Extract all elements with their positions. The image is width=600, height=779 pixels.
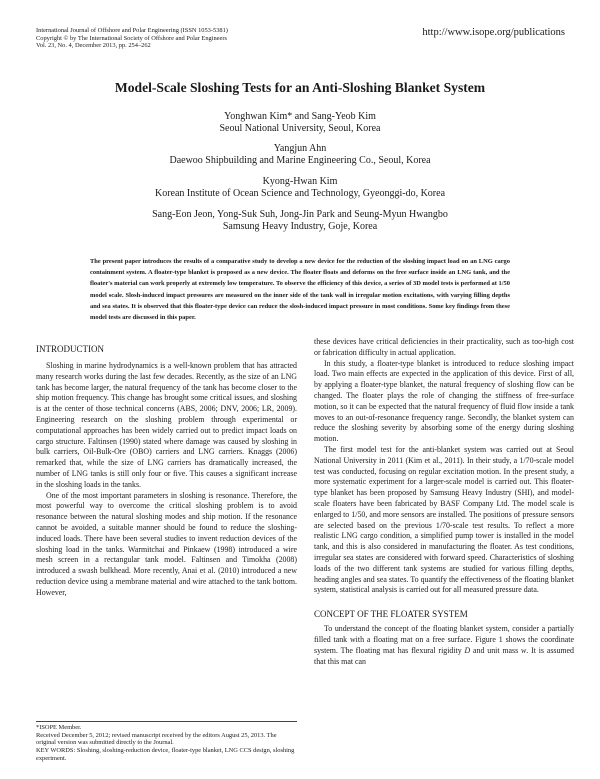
- paragraph: [314, 624, 574, 667]
- symbol-w: w: [521, 645, 527, 655]
- paragraph: In this study, a floater-type blanket is introduced to reduce sloshing impact load. Two main effects are expected in the application of this device. First of all, by applying a floater-type blanket, the natural frequency of sloshing flow can be changed. The floater plays the role of changing the stiffness of free-surface motion, so it can be expected that the natural frequency of fluid flow inside a tank moves to an out-of-resonance frequency range. Secondly, the blanket system can reduce the sloshing severity by absorbing some of the energy during sloshing motion.: [314, 358, 574, 444]
- paragraph: Sloshing in marine hydrodynamics is a well-known problem that has attracted many research works during the last few decades. Recently, as the size of an LNG tank has become larger, the natural frequency of the tank has become closer to the ship motion frequency. This change has brought some critical issues, and sloshing is at the center of those technical concerns (ABS, 2006; DNV, 2006; LR, 2009). Engineering research on the sloshing problem through experimental or computational approaches has been widely carried out to predict impact loads on cargo structure. Faltinsen (1990) stated where damage was caused by sloshing in bulk carriers, Oil-Bulk-Ore (OBO) carriers and LNG carriers. Knaggs (2006) remarked that, while the size of LNG carriers has dramatically increased, the number of LNG tanks is still only four or five. This causes a significant increase in the sloshing loads in the tanks.: [36, 361, 297, 489]
- author-block-1: [0, 111, 600, 135]
- publications-url[interactable]: http://www.isope.org/publications: [422, 27, 565, 38]
- paragraph: The first model test for the anti-blanket system was carried out at Seoul National University in 2011 (Kim et al., 2011). In their study, a 1/70-scale model test was conducted, focusing on regular excitation motion. In the present study, a more systematic experiment for a larger-scale model is carried out. This floater-type blanket has been proposed by Samsung Heavy Industry (SHI), and model-scale floaters have been fabricated by BASF Company Ltd. The model scale is enlarged to 1/50, and more sensors are installed. The positions of pressure sensors are selected based on the previous 1/70-scale test results. To reflect a more realistic LNG cargo condition, a simplified pump tower is installed in the model tank, and this is also considered in manufacturing the floater. As test conditions, irregular sea states are considered with forward speed. Characteristics of sloshing loads of the two different tank systems are studied for various filling depths, heading angles and sea states. To quantify the effectiveness of the floating blanket system, statistical analysis is carried out for all measured pressure data.: [314, 444, 574, 595]
- footnote-keywords: [36, 747, 297, 762]
- author-block-2: [0, 143, 600, 167]
- author-affiliation: Seoul National University, Seoul, Korea: [219, 123, 381, 135]
- concept-text-mid: and unit mass: [470, 645, 521, 655]
- section-heading-introduction: INTRODUCTION: [36, 344, 104, 354]
- concept-text-start: To understand the concept of the floating blanket system, consider a partially filled tank with a floating mat on a free surface. Figure 1 shows the coordinate system. The floating mat has flexural rigidity: [314, 624, 574, 655]
- author-affiliation: Samsung Heavy Industry, Goje, Korea: [222, 221, 378, 233]
- author-names: Yangjun Ahn: [273, 143, 327, 154]
- paragraph: these devices have critical deficiencies in their practicality, such as too-high cost or fabrication difficulty in actual application.: [314, 337, 574, 357]
- author-affiliation: Korean Institute of Ocean Science and Technology, Gyeonggi-do, Korea: [154, 188, 446, 200]
- footnote-received: Received December 5, 2012; revised manuscript received by the editors August 25, 2013. The original version was submitted directly to the Journal.: [36, 731, 277, 747]
- concept-text-end: . It is assumed that this mat can: [314, 645, 574, 666]
- footnotes: [36, 721, 297, 763]
- journal-line-1: International Journal of Offshore and Polar Engineering (ISSN 1053-5381): [36, 27, 228, 34]
- author-names: Sang-Eon Jeon, Yong-Suk Suh, Jong-Jin Park and Seung-Myun Hwangbo: [152, 209, 448, 220]
- author-names: Kyong-Hwan Kim: [262, 176, 338, 187]
- section-heading-concept: CONCEPT OF THE FLOATER SYSTEM: [314, 609, 468, 620]
- keywords-list: Sloshing, sloshing-reduction device, floater-type blanket, LNG CCS design, sloshing experiment.: [36, 747, 295, 762]
- paragraph: One of the most important parameters in sloshing is resonance. Therefore, the most powerful way to overcome the critical sloshing problem is to avoid resonance between the natural sloshing modes and ship motion. If the resonance cannot be avoided, a suitable manner should be found to reduce the sloshing-induced loads. There have been several studies to invent reduction devices of the sloshing load in the tanks. Warmitchai and Pinkaew (1998) introduced a wire mesh screen in a rectangular tank model. Faltinsen and Timokha (2008) introduced a swash bulkhead. More recently, Anai et al. (2010) introduced a new reduction device using a membrane material and wire attached to the tank bottom. However,: [36, 490, 297, 597]
- journal-line-2: Copyright © by The International Society of Offshore and Polar Engineers: [36, 34, 227, 42]
- author-block-3: [0, 176, 600, 200]
- left-column: [36, 343, 297, 599]
- author-affiliation: Daewoo Shipbuilding and Marine Engineering Co., Seoul, Korea: [169, 155, 431, 167]
- right-column: [314, 337, 574, 667]
- footnote-member: *ISOPE Member.: [36, 724, 82, 731]
- paper-title: Model-Scale Sloshing Tests for an Anti-Sloshing Blanket System: [114, 80, 486, 95]
- journal-info: [36, 27, 228, 50]
- author-block-4: [0, 209, 600, 233]
- journal-line-3: Vol. 23, No. 4, December 2013, pp. 254–262: [36, 42, 151, 50]
- author-names: Yonghwan Kim* and Sang-Yeob Kim: [224, 111, 376, 122]
- keywords-label: KEY WORDS:: [36, 747, 76, 755]
- abstract: The present paper introduces the results of a comparative study to develop a new device for the reduction of the sloshing impact load on an LNG cargo containment system. A floater-type blanket is proposed as a new device. The floater floats and deforms on the free surface inside an LNG tank, and the floater's material can work properly at extremely low temperature. To observe the efficiency of this device, a series of 3D model tests is performed at 1/50 model scale. Slosh-induced impact pressures are measured on the inner side of the tank wall in irregular motion excitations, with varying filling depths and sea states. It is observed that this floater-type device can reduce the slosh-induced impact pressure in most conditions. Some key findings from these model tests are discussed in this paper.: [90, 258, 510, 322]
- symbol-d: D: [464, 645, 471, 655]
